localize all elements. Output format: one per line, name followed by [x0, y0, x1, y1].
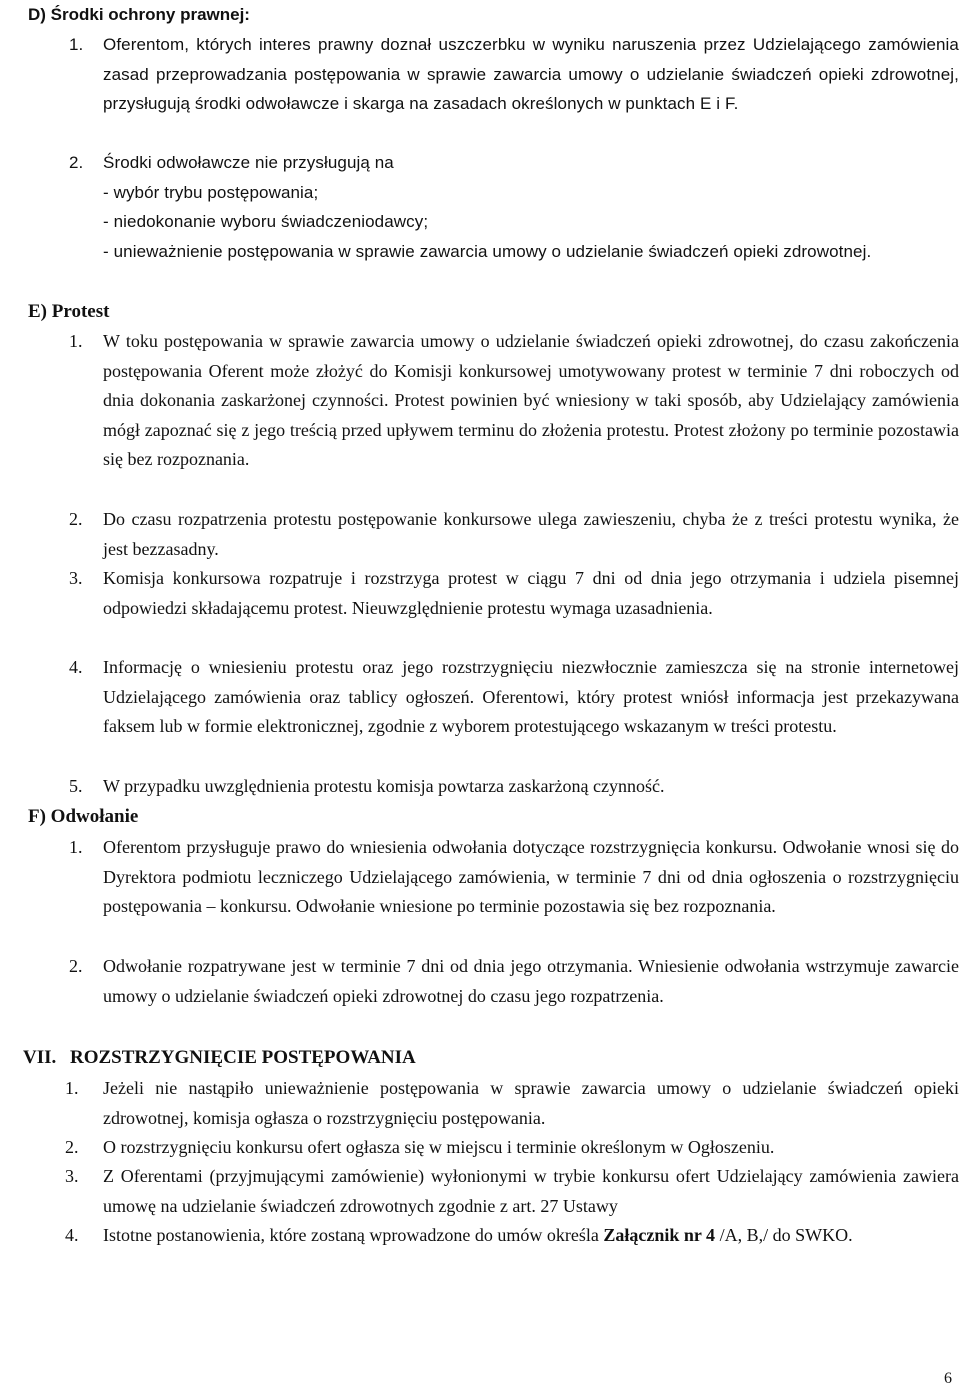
- section-f-item-1: Oferentom przysługuje prawo do wniesienia odwołania dotyczące rozstrzygnięcia konkursu. Odwołanie wnosi się do Dyrektora podmiotu leczniczego Udzielającego zamówienia, w terminie 7 dni od dnia ogłoszenia o rozstrzygnięciu postępowania – konkursu. Odwołanie wniesione po terminie pozostawia się bez rozpoznania.: [103, 837, 959, 917]
- item-text: Środki odwoławcze nie przysługują na: [103, 153, 394, 172]
- item-number: 1.: [69, 35, 84, 54]
- section-e-item-5: W przypadku uwzględnienia protestu komisja powtarza zaskarżoną czynność.: [103, 776, 665, 796]
- section-vii-item-4: [103, 1221, 959, 1251]
- section-d-item-1: Oferentom, których interes prawny doznał uszczerbku w wyniku naruszenia przez Udzielającego zamówienia zasad przeprowadzania postępowania w sprawie zawarcia umowy o udzielanie świadczeń opieki zdrowotnej, przysługują środki odwoławcze i skarga na zasadach określonych w punktach E i F.: [103, 35, 959, 114]
- item-number: 1.: [65, 1078, 79, 1098]
- item-number: 1.: [69, 331, 83, 351]
- page-number: 6: [944, 1370, 952, 1387]
- section-f-heading: F) Odwołanie: [28, 806, 139, 827]
- item-text: Istotne postanowienia, które zostaną wprowadzone do umów określa: [103, 1225, 604, 1245]
- item-number: 2.: [69, 153, 84, 172]
- item-number: 2.: [69, 956, 83, 976]
- section-vii-item-1: Jeżeli nie nastąpiło unieważnienie postępowania w sprawie zawarcia umowy o udzielanie świadczeń opieki zdrowotnej, komisja ogłasza o rozstrzygnięciu postępowania.: [103, 1078, 959, 1128]
- item-number: 2.: [65, 1137, 79, 1157]
- sub-item: - wybór trybu postępowania;: [103, 182, 319, 202]
- section-d-item-2: [103, 148, 959, 266]
- section-e-heading: E) Protest: [28, 301, 110, 322]
- item-number: 5.: [69, 776, 83, 796]
- section-vii-item-2: O rozstrzygnięciu konkursu ofert ogłasza się w miejscu i terminie określonym w Ogłoszeniu.: [103, 1137, 775, 1157]
- sub-item: - unieważnienie postępowania w sprawie zawarcia umowy o udzielanie świadczeń opieki zdrowotnej.: [103, 241, 872, 261]
- section-d-heading: D) Środki ochrony prawnej:: [28, 5, 250, 24]
- section-e-item-1: W toku postępowania w sprawie zawarcia umowy o udzielanie świadczeń opieki zdrowotnej, do czasu zakończenia postępowania Oferent może złożyć do Komisji konkursowej umotywowany protest w terminie 7 dni roboczych od dnia dokonania zaskarżonej czynności. Protest powinien być wniesiony w taki sposób, aby Udzielający zamówienia mógł zapoznać się z jego treścią przed upływem terminu do złożenia protestu. Protest złożony po terminie pozostawia się bez rozpoznania.: [103, 331, 959, 470]
- sub-item: - niedokonanie wyboru świadczeniodawcy;: [103, 212, 429, 232]
- item-number: 4.: [69, 657, 83, 677]
- section-vii-item-3: Z Oferentami (przyjmującymi zamówienie) wyłonionymi w trybie konkursu ofert Udzielający zamówienia zawiera umowę na udzielanie świadczeń zdrowotnych zgodnie z art. 27 Ustawy: [103, 1166, 959, 1216]
- section-e-item-2: Do czasu rozpatrzenia protestu postępowanie konkursowe ulega zawieszeniu, chyba że z treści protestu wynika, że jest bezzasadny.: [103, 509, 959, 559]
- item-number: 3.: [65, 1166, 79, 1186]
- item-number: 4.: [65, 1225, 79, 1245]
- section-e-item-3: Komisja konkursowa rozpatruje i rozstrzyga protest w ciągu 7 dni od dnia jego otrzymania i udziela pisemnej odpowiedzi składającemu protest. Nieuwzględnienie protestu wymaga uzasadnienia.: [103, 568, 959, 618]
- section-e-item-4: Informację o wniesieniu protestu oraz jego rozstrzygnięciu niezwłocznie zamieszcza się na stronie internetowej Udzielającego zamówienia oraz tablicy ogłoszeń. Oferentowi, który protest wniósł informacja jest przekazywana faksem lub w formie elektronicznej, zgodnie z wyborem protestującego wskazanym w treści protestu.: [103, 657, 959, 737]
- item-number: 3.: [69, 568, 83, 588]
- item-number: 2.: [69, 509, 83, 529]
- section-vii-number: VII.: [23, 1047, 57, 1068]
- attachment-reference: Załącznik nr 4: [603, 1225, 716, 1245]
- section-vii-heading: ROZSTRZYGNIĘCIE POSTĘPOWANIA: [70, 1047, 416, 1068]
- item-text: /A, B,/ do SWKO.: [715, 1225, 853, 1245]
- item-number: 1.: [69, 837, 83, 857]
- section-f-item-2: Odwołanie rozpatrywane jest w terminie 7 dni od dnia jego otrzymania. Wniesienie odwołania wstrzymuje zawarcie umowy o udzielanie świadczeń opieki zdrowotnej do czasu jego rozpatrzenia.: [103, 956, 959, 1006]
